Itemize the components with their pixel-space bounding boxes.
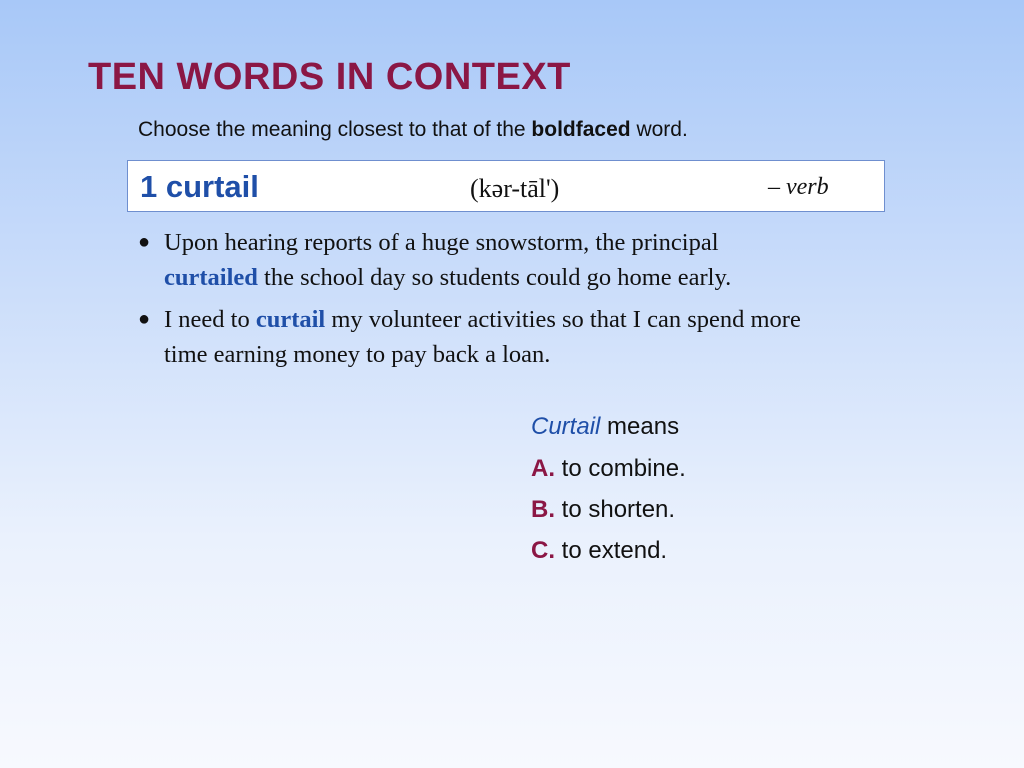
example-line: time earning money to pay back a loan.: [164, 341, 551, 368]
word-entry-box: [127, 160, 885, 212]
example-line: Upon hearing reports of a huge snowstorm, the principal: [164, 229, 719, 256]
instruction-bold-word: boldfaced: [531, 118, 631, 141]
highlighted-word: curtail: [255, 306, 326, 333]
choice-text: to combine.: [555, 455, 686, 482]
slide-title: TEN WORDS IN CONTEXT: [88, 56, 571, 98]
instruction-text: [138, 118, 688, 142]
answer-choice-a[interactable]: [531, 455, 686, 483]
choice-letter: B.: [531, 496, 555, 523]
part-of-speech: – verb: [768, 174, 829, 200]
choice-text: to shorten.: [555, 496, 676, 523]
example-text: the school day so students could go home early.: [257, 264, 732, 291]
example-sentence: [138, 302, 801, 372]
instruction-suffix: word.: [630, 118, 688, 141]
highlighted-word: curtailed: [164, 264, 258, 291]
choice-letter: C.: [531, 537, 555, 564]
answer-choice-c[interactable]: [531, 537, 667, 565]
vocab-word: 1 curtail: [140, 169, 259, 204]
choice-letter: A.: [531, 455, 555, 482]
question-prompt: [531, 413, 679, 441]
pronunciation: (kər-tāl'): [470, 174, 560, 203]
example-line: [138, 302, 801, 337]
example-sentence: [138, 225, 731, 295]
question-term: Curtail: [531, 413, 601, 440]
bullet-icon: ●: [138, 231, 151, 253]
instruction-prefix: Choose the meaning closest to that of the: [138, 118, 532, 141]
choice-text: to extend.: [555, 537, 668, 564]
answer-choice-b[interactable]: [531, 496, 675, 524]
question-rest: means: [600, 413, 680, 440]
example-text: my volunteer activities so that I can spend more: [325, 306, 801, 333]
example-text: I need to: [164, 306, 256, 333]
example-line: [138, 260, 731, 295]
bullet-icon: ●: [138, 308, 151, 330]
